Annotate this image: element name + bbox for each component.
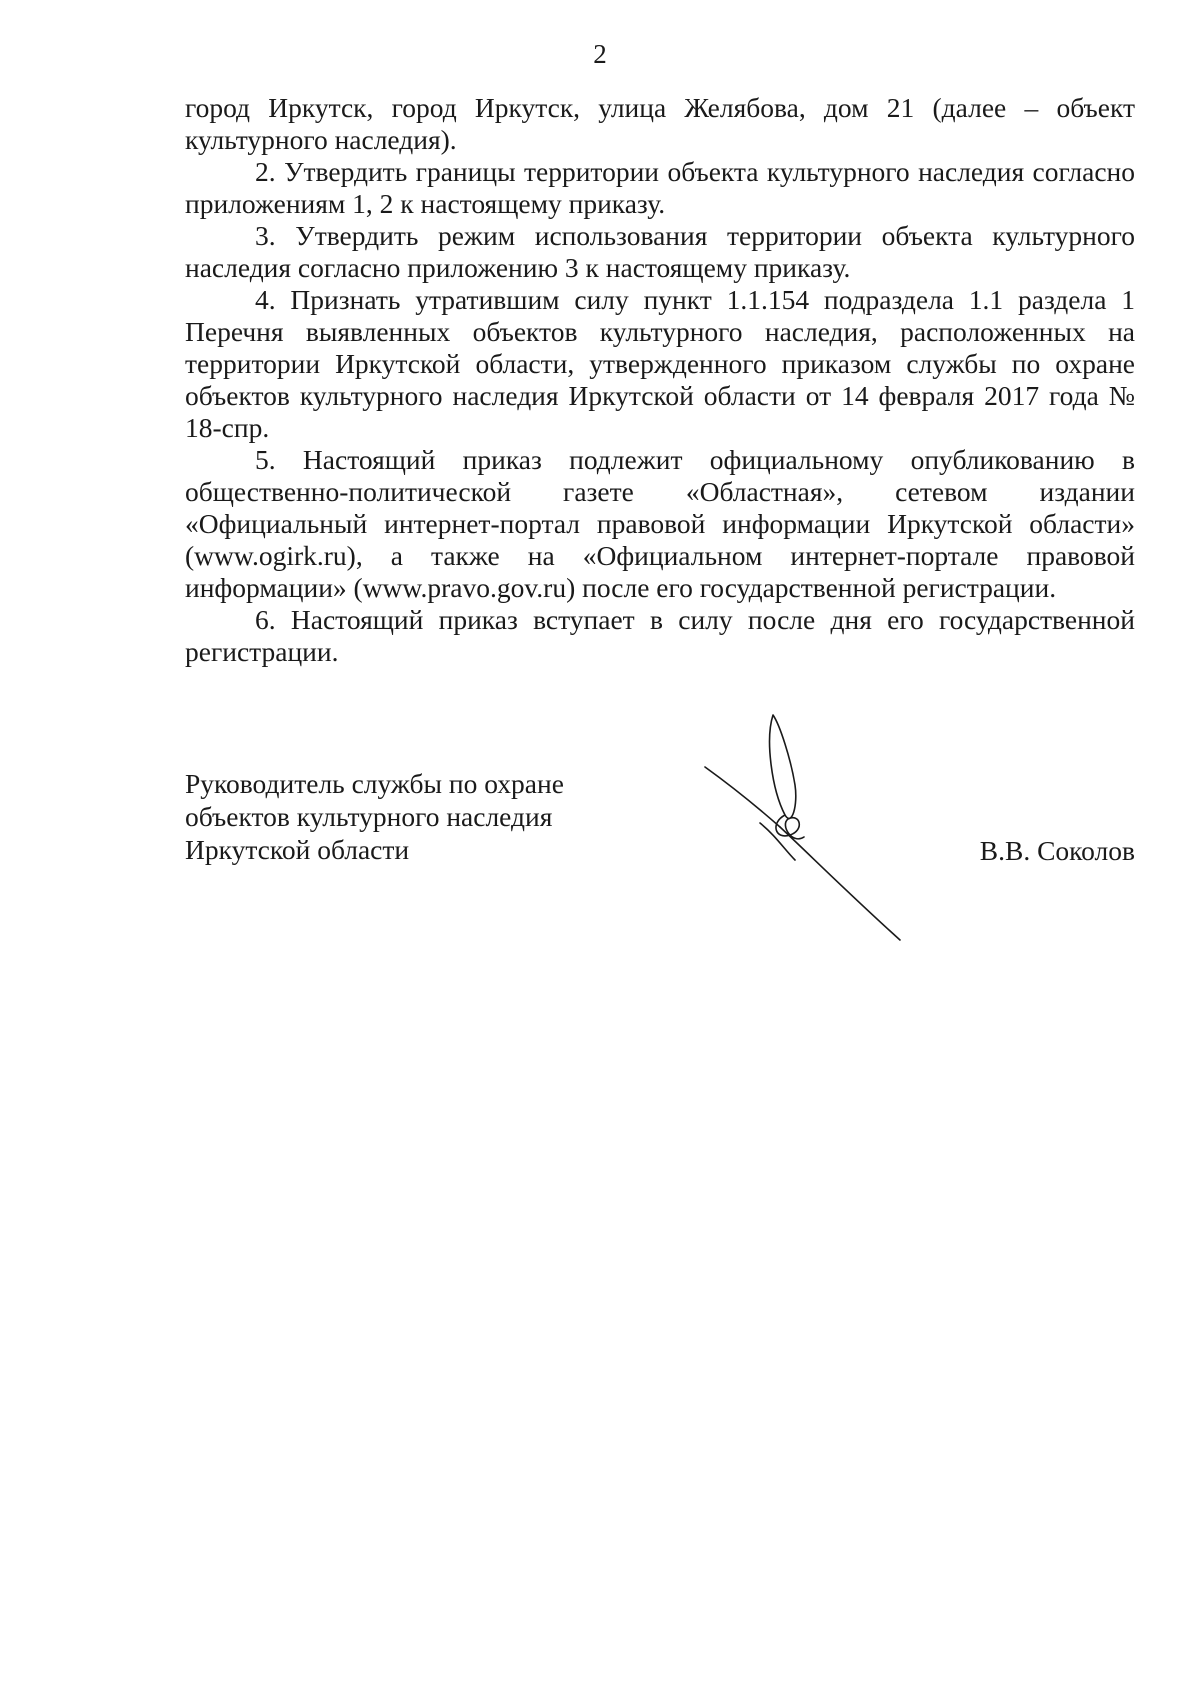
paragraph-5: 5. Настоящий приказ подлежит официальному опубликованию в общественно-политической газете «Областная», сетевом издании «Официальный интернет-портал правовой информации Иркутской области» (www.ogirk.ru), а также на «Официальном интернет-портале правовой информации» (www.pravo.gov.ru) после его государственной регистрации. (185, 444, 1135, 603)
handwritten-signature (700, 705, 940, 965)
paragraph-1-continuation: город Иркутск, город Иркутск, улица Желябова, дом 21 (далее – объект культурного наследия). (185, 92, 1135, 155)
signatory-name: В.В. Соколов (979, 835, 1135, 866)
paragraph-3: 3. Утвердить режим использования территории объекта культурного наследия согласно приложению 3 к настоящему приказу. (185, 220, 1135, 283)
paragraph-6: 6. Настоящий приказ вступает в силу после дня его государственной регистрации. (185, 604, 1135, 667)
paragraph-2: 2. Утвердить границы территории объекта культурного наследия согласно приложениям 1, 2 к настоящему приказу. (185, 156, 1135, 219)
document-body (185, 92, 1135, 668)
signatory-title-line: объектов культурного наследия (185, 801, 553, 832)
page-number: 2 (593, 39, 607, 69)
paragraph-4: 4. Признать утратившим силу пункт 1.1.154 подраздела 1.1 раздела 1 Перечня выявленных объектов культурного наследия, расположенных на территории Иркутской области, утвержденного приказом службы по охране объектов культурного наследия Иркутской области от 14 февраля 2017 года № 18-спр. (185, 284, 1135, 443)
signatory-title-line: Руководитель службы по охране (185, 768, 564, 799)
signatory-title (185, 767, 564, 866)
signatory-title-line: Иркутской области (185, 834, 410, 865)
